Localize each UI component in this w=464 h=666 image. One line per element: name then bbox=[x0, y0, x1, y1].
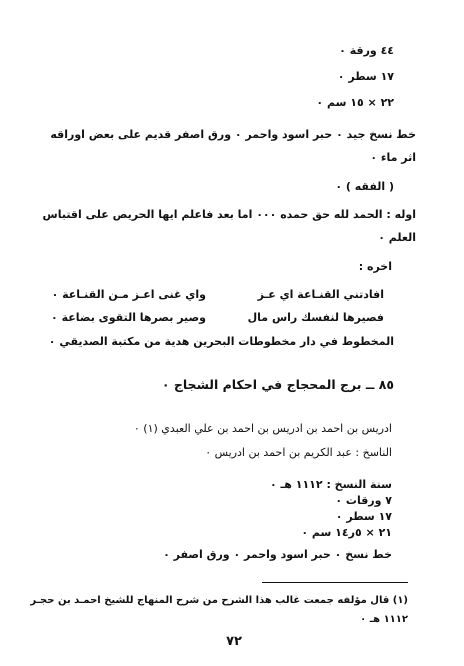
verse1-second-hemistich: واي غنى اعـز مـن القنـاعة ٠ bbox=[51, 288, 206, 301]
entry84-size: ٢٢ × ١٥ سم ٠ bbox=[316, 96, 394, 109]
entry84-subject: ( الفقه ) ٠ bbox=[335, 180, 394, 193]
verse2-first-hemistich: فصيرها لنفسك راس مال bbox=[247, 311, 384, 324]
entry84-incipit-line1: اوله : الحمد لله حق حمده ٠٠٠ اما بعد فاعلم ايها الحريص على اقتباس bbox=[42, 208, 416, 221]
entry85-script: خط نسخ ٠ حبر اسود واحمر ٠ ورق اصفر ٠ bbox=[163, 548, 392, 561]
entry84-script-line1: خط نسخ جيد ٠ حبر اسود واحمر ٠ ورق اصفر قديم على بعض اوراقه bbox=[50, 128, 416, 141]
entry84-script-line2: اثر ماء ٠ bbox=[370, 151, 416, 164]
entry85-copyist: الناسخ : عبد الكريم بن احمد بن ادريس ٠ bbox=[205, 446, 392, 459]
entry85-copy-year: سنة النسخ : ١١١٢ هـ ٠ bbox=[269, 478, 392, 491]
footnote-separator bbox=[262, 582, 408, 583]
footnote-line2: ١١١٢ هـ ٠ bbox=[360, 614, 408, 625]
entry84-lines: ١٧ سطر ٠ bbox=[337, 70, 394, 83]
entry84-provenance: المخطوط في دار مخطوطات البحرين هدية من مكتبة الصديقي ٠ bbox=[48, 335, 394, 348]
verse2-second-hemistich: وصير بصرها التقوى بضاعة ٠ bbox=[51, 311, 206, 324]
page-number: ٧٢ bbox=[226, 634, 242, 649]
entry84-leaves: ٤٤ ورقة ٠ bbox=[339, 44, 394, 57]
entry84-incipit-line2: العلم ٠ bbox=[378, 231, 416, 244]
entry85-author: ادريس بن احمد بن ادريس بن احمد بن علي العبدي (١) ٠ bbox=[133, 422, 392, 435]
verse1-first-hemistich: افادتني القنـاعة اي عـز bbox=[257, 288, 384, 301]
entry85-leaves: ٧ ورقات ٠ bbox=[335, 494, 392, 507]
entry85-lines: ١٧ سطر ٠ bbox=[335, 510, 392, 523]
footnote-line1: (١) قال مؤلفه جمعت غالب هذا الشرح من شرح المنهاج للشيخ احمـد بن حجـر bbox=[30, 595, 408, 606]
entry84-explicit-label: اخره : bbox=[358, 260, 392, 273]
entry85-size: ٢١ × ٥ر١٤ سم ٠ bbox=[301, 526, 392, 539]
entry85-title: ٨٥ ــ برج المحجاج في احكام الشجاج ٠ bbox=[161, 377, 394, 392]
